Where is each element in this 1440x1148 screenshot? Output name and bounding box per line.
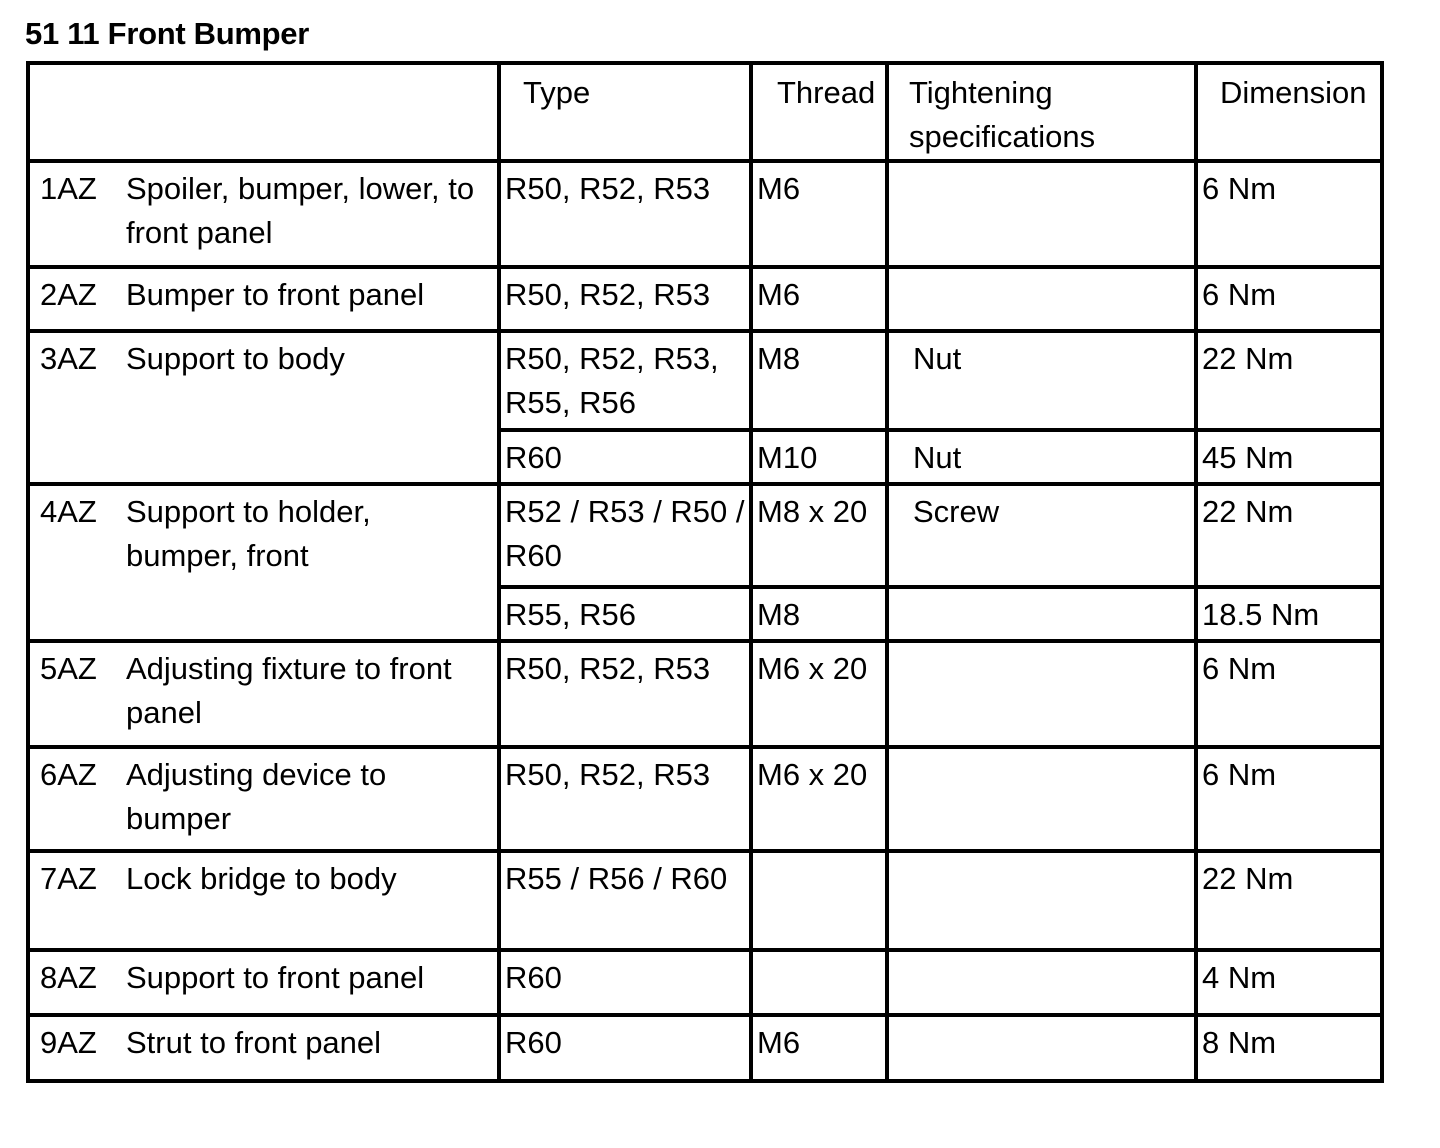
- tightening-cell: [887, 267, 1196, 331]
- item-description: Adjusting fixture to front panel: [126, 651, 452, 730]
- tightening-cell: [887, 641, 1196, 747]
- tightening-cell: Nut: [887, 430, 1196, 484]
- type-cell: R60: [499, 430, 751, 484]
- torque-spec-table: [26, 61, 1384, 1083]
- item-description: Support to front panel: [126, 960, 425, 995]
- header-thread: Thread: [751, 63, 887, 161]
- type-cell: R52 / R53 / R50 / R60: [499, 484, 751, 587]
- thread-cell: M8: [751, 331, 887, 430]
- thread-cell: M6: [751, 161, 887, 267]
- type-cell: R50, R52, R53: [499, 747, 751, 851]
- tightening-cell: [887, 950, 1196, 1015]
- thread-cell: [751, 950, 887, 1015]
- item-cell: [28, 484, 499, 641]
- header-dimension: Dimension: [1196, 63, 1382, 161]
- item-cell: [28, 950, 499, 1015]
- dimension-cell: 45 Nm: [1196, 430, 1382, 484]
- tightening-cell: [887, 161, 1196, 267]
- header-item: [28, 63, 499, 161]
- item-code: 1AZ: [40, 171, 97, 206]
- type-cell: R60: [499, 1015, 751, 1081]
- type-cell: R50, R52, R53, R55, R56: [499, 331, 751, 430]
- item-code: 6AZ: [40, 757, 97, 792]
- item-code: 8AZ: [40, 960, 97, 995]
- item-cell: [28, 747, 499, 851]
- thread-cell: [751, 851, 887, 950]
- table-row: [28, 747, 1382, 851]
- dimension-cell: 6 Nm: [1196, 267, 1382, 331]
- item-code: 2AZ: [40, 277, 97, 312]
- dimension-cell: 22 Nm: [1196, 331, 1382, 430]
- dimension-cell: 6 Nm: [1196, 641, 1382, 747]
- thread-cell: M6 x 20: [751, 747, 887, 851]
- table-header-row: [28, 63, 1382, 161]
- type-cell: R50, R52, R53: [499, 267, 751, 331]
- dimension-cell: 22 Nm: [1196, 484, 1382, 587]
- page-title: 51 11 Front Bumper: [25, 16, 310, 51]
- dimension-cell: 18.5 Nm: [1196, 587, 1382, 641]
- dimension-cell: 8 Nm: [1196, 1015, 1382, 1081]
- table-row: [28, 331, 1382, 430]
- item-code: 4AZ: [40, 494, 97, 529]
- table-row: [28, 484, 1382, 587]
- item-description: Support to body: [126, 341, 345, 376]
- item-code: 3AZ: [40, 341, 97, 376]
- dimension-cell: 6 Nm: [1196, 747, 1382, 851]
- type-cell: R60: [499, 950, 751, 1015]
- header-tightening: Tightening specifications: [887, 63, 1196, 161]
- header-type: Type: [499, 63, 751, 161]
- thread-cell: M8: [751, 587, 887, 641]
- table-row: [28, 950, 1382, 1015]
- type-cell: R50, R52, R53: [499, 161, 751, 267]
- table-row: [28, 851, 1382, 950]
- table-row: [28, 1015, 1382, 1081]
- tightening-cell: [887, 587, 1196, 641]
- dimension-cell: 22 Nm: [1196, 851, 1382, 950]
- thread-cell: M6: [751, 1015, 887, 1081]
- thread-cell: M6: [751, 267, 887, 331]
- tightening-cell: [887, 1015, 1196, 1081]
- table-row: [28, 267, 1382, 331]
- item-cell: [28, 331, 499, 484]
- tightening-cell: Nut: [887, 331, 1196, 430]
- type-cell: R50, R52, R53: [499, 641, 751, 747]
- item-cell: [28, 267, 499, 331]
- dimension-cell: 6 Nm: [1196, 161, 1382, 267]
- type-cell: R55, R56: [499, 587, 751, 641]
- item-description: Spoiler, bumper, lower, to front panel: [126, 171, 475, 250]
- thread-cell: M6 x 20: [751, 641, 887, 747]
- item-cell: [28, 851, 499, 950]
- thread-cell: M8 x 20: [751, 484, 887, 587]
- item-code: 9AZ: [40, 1025, 97, 1060]
- item-description: Bumper to front panel: [126, 277, 425, 312]
- item-description: Support to holder, bumper, front: [126, 494, 371, 573]
- table-row: [28, 641, 1382, 747]
- item-code: 5AZ: [40, 651, 97, 686]
- item-cell: [28, 161, 499, 267]
- item-description: Strut to front panel: [126, 1025, 382, 1060]
- tightening-cell: [887, 851, 1196, 950]
- type-cell: R55 / R56 / R60: [499, 851, 751, 950]
- item-code: 7AZ: [40, 861, 97, 896]
- item-cell: [28, 1015, 499, 1081]
- item-description: Adjusting device to bumper: [126, 757, 387, 836]
- table-row: [28, 161, 1382, 267]
- item-cell: [28, 641, 499, 747]
- tightening-cell: [887, 747, 1196, 851]
- item-description: Lock bridge to body: [126, 861, 397, 896]
- dimension-cell: 4 Nm: [1196, 950, 1382, 1015]
- tightening-cell: Screw: [887, 484, 1196, 587]
- thread-cell: M10: [751, 430, 887, 484]
